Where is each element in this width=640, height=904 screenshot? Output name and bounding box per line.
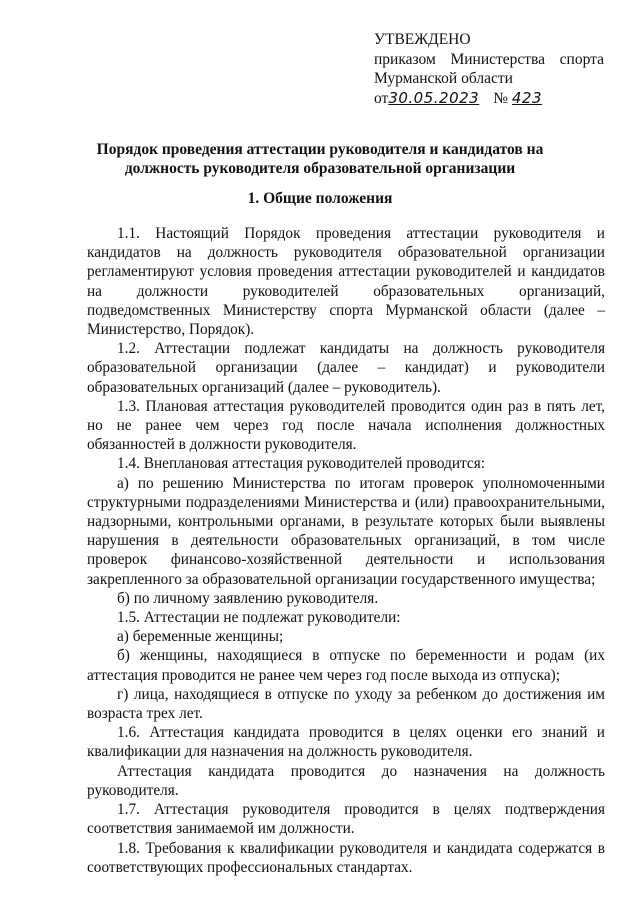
paragraph-1-1: 1.1. Настоящий Порядок проведения аттестации руководителя и кандидатов на должность руководителя образовательной организации регламентируют условия проведения аттестации руководителей и кандидатов на должности руководителей образовательных организаций, подведомственных Министерству спорта Мурманской области (далее – Министерство, Порядок). [87,225,605,339]
paragraph-1-4-b: б) по личному заявлению руководителя. [117,589,379,607]
paragraph-1-2: 1.2. Аттестации подлежат кандидаты на должность руководителя образовательной организации (далее – кандидат) и руководители образовательных организаций (далее – руководитель). [87,340,605,396]
number-sign: № [493,89,509,107]
paragraph-1-6: 1.6. Аттестация кандидата проводится в целях оценки его знаний и квалификации для назначения на должность руководителя. [87,724,605,761]
handwritten-date: 30.05.2023 [388,88,480,107]
paragraph-1-5: 1.5. Аттестации не подлежат руководители: [117,609,401,627]
paragraph-1-8: 1.8. Требования к квалификации руководителя и кандидата содержатся в соответствующих профессиональных стандартах. [87,839,605,876]
paragraph-1-5-g: г) лица, находящиеся в отпуске по уходу за ребенком до достижения им возраста трех лет. [87,685,605,723]
approval-heading: УТВЕЖДЕНО [374,31,471,48]
paragraph-1-4: 1.4. Внеплановая аттестация руководителей проводится: [117,455,486,473]
document-title: Порядок проведения аттестации руководителя и кандидатов на должность руководителя образовательной организации [96,141,544,177]
paragraph-1-3: 1.3. Плановая аттестация руководителей проводится один раз в пять лет, но не ранее чем через год после начала исполнения должностных обязанностей в должности руководителя. [87,397,605,454]
approval-region-line: Мурманской области [374,70,513,87]
paragraph-1-6-note: Аттестация кандидата проводится до назначения на должность руководителя. [87,762,605,799]
date-prefix: от [374,89,389,107]
handwritten-order-number: 423 [511,88,543,107]
section-heading: 1. Общие положения [247,190,393,207]
paragraph-1-7: 1.7. Аттестация руководителя проводится в целях подтверждения соответствия занимаемой им должности. [87,801,605,838]
document-body [87,224,605,877]
approval-stamp [374,30,604,108]
paragraph-1-5-a: а) беременные женщины; [117,628,284,646]
paragraph-1-5-b: б) женщины, находящиеся в отпуске по беременности и родам (их аттестация проводится не ранее чем через год после выхода из отпуска); [87,647,605,684]
paragraph-1-4-a: а) по решению Министерства по итогам проверок уполномоченными структурными подразделениями Министерства и (или) правоохранительными, надзорными, контрольными органами, в результате которых были выявлены нарушения в деятельности образовательных организаций, в том числе проверок финансово-хозяйственной деятельности и использования закрепленного за образовательной организации государственного имущества; [87,474,605,588]
approval-date-line [374,89,604,109]
approval-order-line: приказом Министерства спорта [374,50,604,68]
